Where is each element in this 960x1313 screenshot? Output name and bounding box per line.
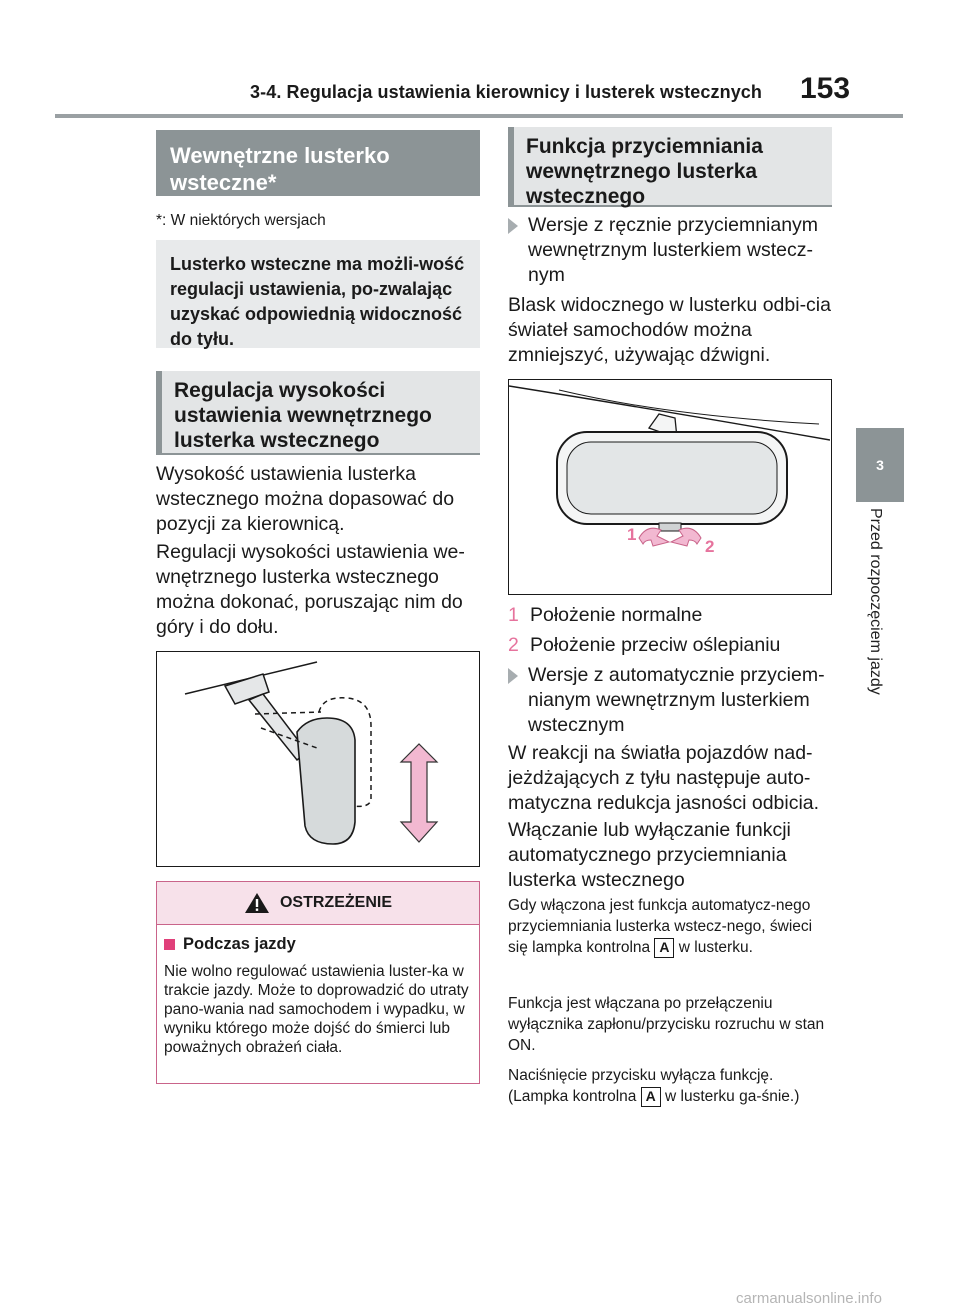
small-para-1 — [508, 895, 828, 958]
warning-box — [156, 881, 480, 1084]
list-item — [508, 633, 834, 658]
warning-text: Nie wolno regulować ustawienia luster-ka w trakcie jazdy. Może to doprowadzić do utraty pano-wania nad samochodem i wypadku, w wyniku którego może dojść do śmierci lub poważnych obrażeń ciała. — [164, 963, 469, 1056]
left-heading: Wewnętrzne lusterko wsteczne* — [156, 130, 480, 196]
bullet-manual — [508, 213, 834, 288]
watermark: carmanualsonline.info — [736, 1290, 882, 1307]
small-para-3a: Naciśnięcie przycisku wyłącza funkcję. (Lampka kontrolna — [508, 1067, 774, 1105]
right-heading: Funkcja przyciemniania wewnętrznego lusterka wstecznego — [508, 127, 832, 207]
right-para-3: Włączanie lub wyłączanie funkcji automatycznego przyciemniania lusterka wstecznego — [508, 819, 791, 891]
left-para-1: Wysokość ustawienia lusterka wstecznego można dopasować do pozycji za kierownicą. — [156, 463, 455, 535]
left-para-2: Regulacji wysokości ustawienia we-wnętrznego lusterka wstecznego można dokonać, poruszając nim do góry i do dołu. — [156, 541, 465, 638]
item-number: 2 — [508, 634, 519, 656]
bullet-auto — [508, 663, 834, 738]
bullet-manual-text: Wersje z ręcznie przyciemnianym wewnętrznym lusterkiem wstecz-nym — [528, 214, 819, 286]
dimming-mirror-illustration — [509, 380, 830, 593]
bullet-auto-text: Wersje z automatycznie przyciem-nianym wewnętrznym lusterkiem wstecznym — [528, 664, 825, 736]
page-number: 153 — [800, 72, 851, 105]
intro-box: Lusterko wsteczne ma możli-wość regulacji ustawienia, po-zwalając uzyskać odpowiednią widoczność do tyłu. — [156, 240, 480, 348]
item-text: Położenie przeciw oślepianiu — [530, 634, 781, 656]
warning-icon — [244, 892, 270, 914]
right-para-1: Blask widocznego w lusterku odbi-cia świateł samochodów można zmniejszyć, używając dźwigni. — [508, 294, 831, 366]
small-para-1b: w lusterku. — [678, 939, 753, 956]
auto-dim-indicator-icon: A — [654, 938, 674, 958]
dimming-mirror-figure — [508, 379, 832, 595]
bullet-arrow-icon — [508, 668, 518, 684]
warning-bullet-icon — [164, 939, 175, 950]
mirror-height-illustration — [157, 652, 478, 865]
chapter-tab: 3 — [856, 428, 904, 502]
figure-label-1: 1 — [627, 525, 637, 544]
warning-header — [157, 882, 479, 925]
warning-title: OSTRZEŻENIE — [279, 894, 392, 911]
list-item — [508, 603, 834, 628]
bullet-arrow-icon — [508, 218, 518, 234]
mirror-height-figure — [156, 651, 480, 867]
item-text: Położenie normalne — [530, 604, 703, 626]
left-subheading: Regulacja wysokości ustawienia wewnętrznego lusterka wstecznego — [156, 371, 480, 455]
small-para-1a: Gdy włączona jest funkcja automatycz-nego przyciemniania lusterka wstecz-nego, świeci się lampka kontrolna — [508, 897, 813, 956]
header-divider — [55, 114, 903, 118]
figure-label-2: 2 — [705, 537, 715, 556]
chapter-label: Przed rozpoczęciem jazdy — [867, 508, 884, 695]
section-title: 3-4. Regulacja ustawienia kierownicy i lusterek wstecznych — [250, 82, 763, 102]
small-para-2: Funkcja jest włączana po przełączeniu wyłącznika zapłonu/przycisku rozruchu w stan ON. — [508, 995, 825, 1054]
small-para-3b: w lusterku ga-śnie.) — [665, 1088, 800, 1105]
right-para-2: W reakcji na światła pojazdów nad-jeżdżających z tyłu następuje auto-matyczna redukcja jasności odbicia. — [508, 742, 820, 814]
auto-dim-indicator-icon: A — [641, 1087, 661, 1107]
item-number: 1 — [508, 604, 519, 626]
small-para-3 — [508, 1065, 828, 1107]
footnote: *: W niektórych wersjach — [156, 212, 326, 229]
warning-subtitle: Podczas jazdy — [183, 935, 296, 953]
position-list — [508, 603, 834, 658]
